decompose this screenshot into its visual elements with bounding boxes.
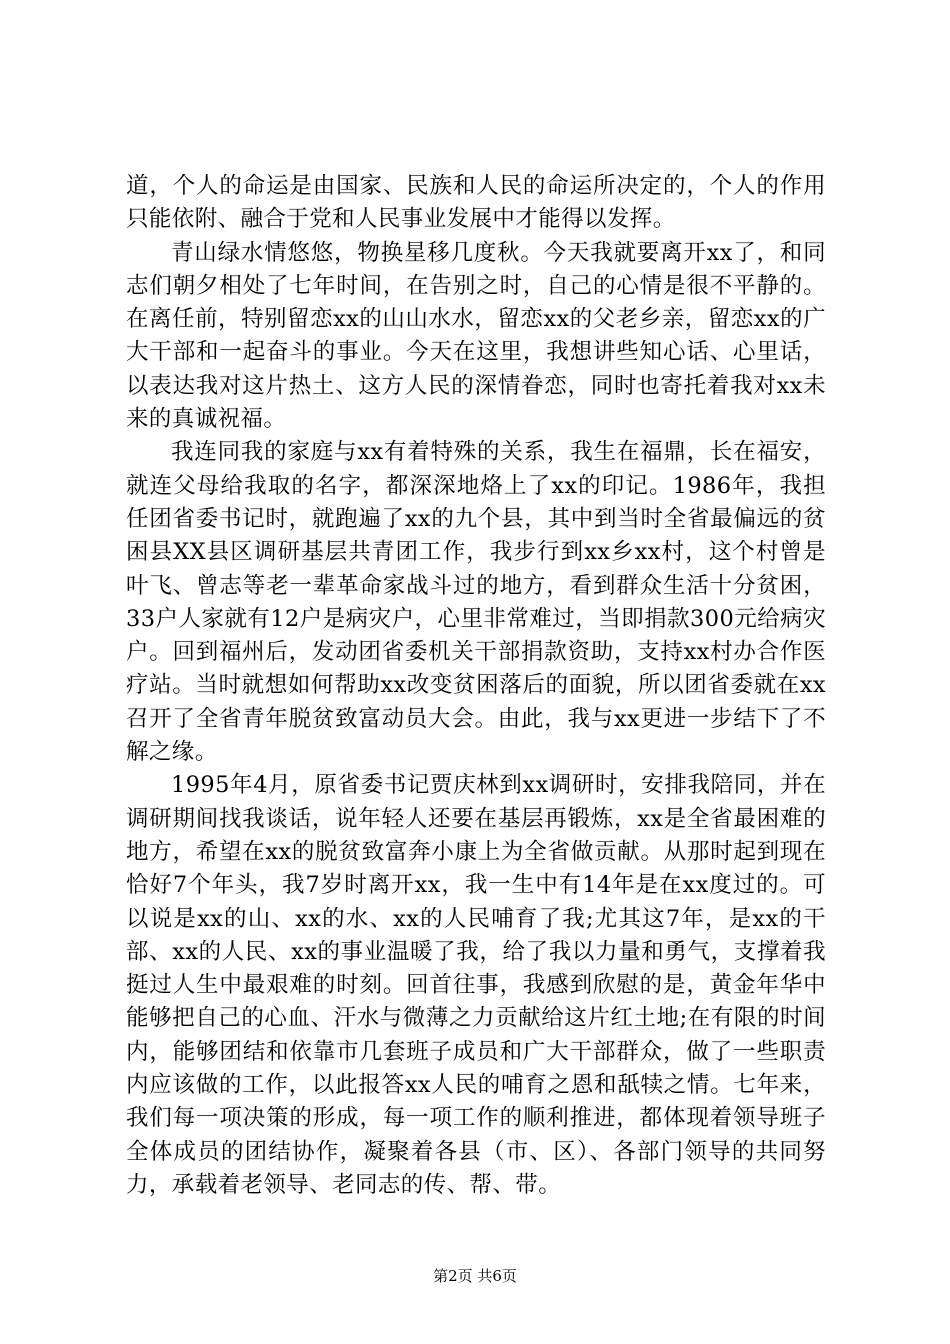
document-body: [126, 170, 826, 1202]
page-number-footer: 第2页 共6页: [433, 1267, 517, 1285]
paragraph-continuation: 道，个人的命运是由国家、民族和人民的命运所决定的，个人的作用只能依附、融合于党和人民事业发展中才能得以发挥。: [126, 173, 826, 233]
paragraph-farewell: 青山绿水情悠悠，物换星移几度秋。今天我就要离开xx了，和同志们朝夕相处了七年时间，在告别之时，自己的心情是很不平静的。在离任前，特别留恋xx的山山水水，留恋xx的父老乡亲，留恋xx的广大干部和一起奋斗的事业。今天在这里，我想讲些知心话、心里话，以表达我对这片热土、这方人民的深情眷恋，同时也寄托着我对xx未来的真诚祝福。: [126, 239, 826, 433]
paragraph-1995-review: 1995年4月，原省委书记贾庆林到xx调研时，安排我陪同，并在调研期间找我谈话，说年轻人还要在基层再锻炼，xx是全省最困难的地方，希望在xx的脱贫致富奔小康上为全省做贡献。从那时起到现在恰好7个年头，我7岁时离开xx，我一生中有14年是在xx度过的。可以说是xx的山、xx的水、xx的人民哺育了我;尤其这7年，是xx的干部、xx的人民、xx的事业温暖了我，给了我以力量和勇气，支撑着我挺过人生中最艰难的时刻。回首往事，我感到欣慰的是，黄金年华中能够把自己的心血、汗水与微薄之力贡献给这片红土地;在有限的时间内，能够团结和依靠市几套班子成员和广大干部群众，做了一些职责内应该做的工作，以此报答xx人民的哺育之恩和舐犊之情。七年来，我们每一项决策的形成，每一项工作的顺利推进，都体现着领导班子全体成员的团结协作，凝聚着各县（市、区）、各部门领导的共同努力，承载着老领导、老同志的传、帮、带。: [126, 772, 826, 1198]
paragraph-family-relation: 我连同我的家庭与xx有着特殊的关系，我生在福鼎，长在福安，就连父母给我取的名字，都深深地烙上了xx的印记。1986年，我担任团省委书记时，就跑遍了xx的九个县，其中到当时全省最偏远的贫困县XX县区调研基层共青团工作，我步行到xx乡xx村，这个村曾是叶飞、曾志等老一辈革命家战斗过的地方，看到群众生活十分贫困，33户人家就有12户是病灾户，心里非常难过，当即捐款300元给病灾户。回到福州后，发动团省委机关干部捐款资助，支持xx村办合作医疗站。当时就想如何帮助xx改变贫困落后的面貌，所以团省委就在xx召开了全省青年脱贫致富动员大会。由此，我与xx更进一步结下了不解之缘。: [126, 439, 826, 766]
